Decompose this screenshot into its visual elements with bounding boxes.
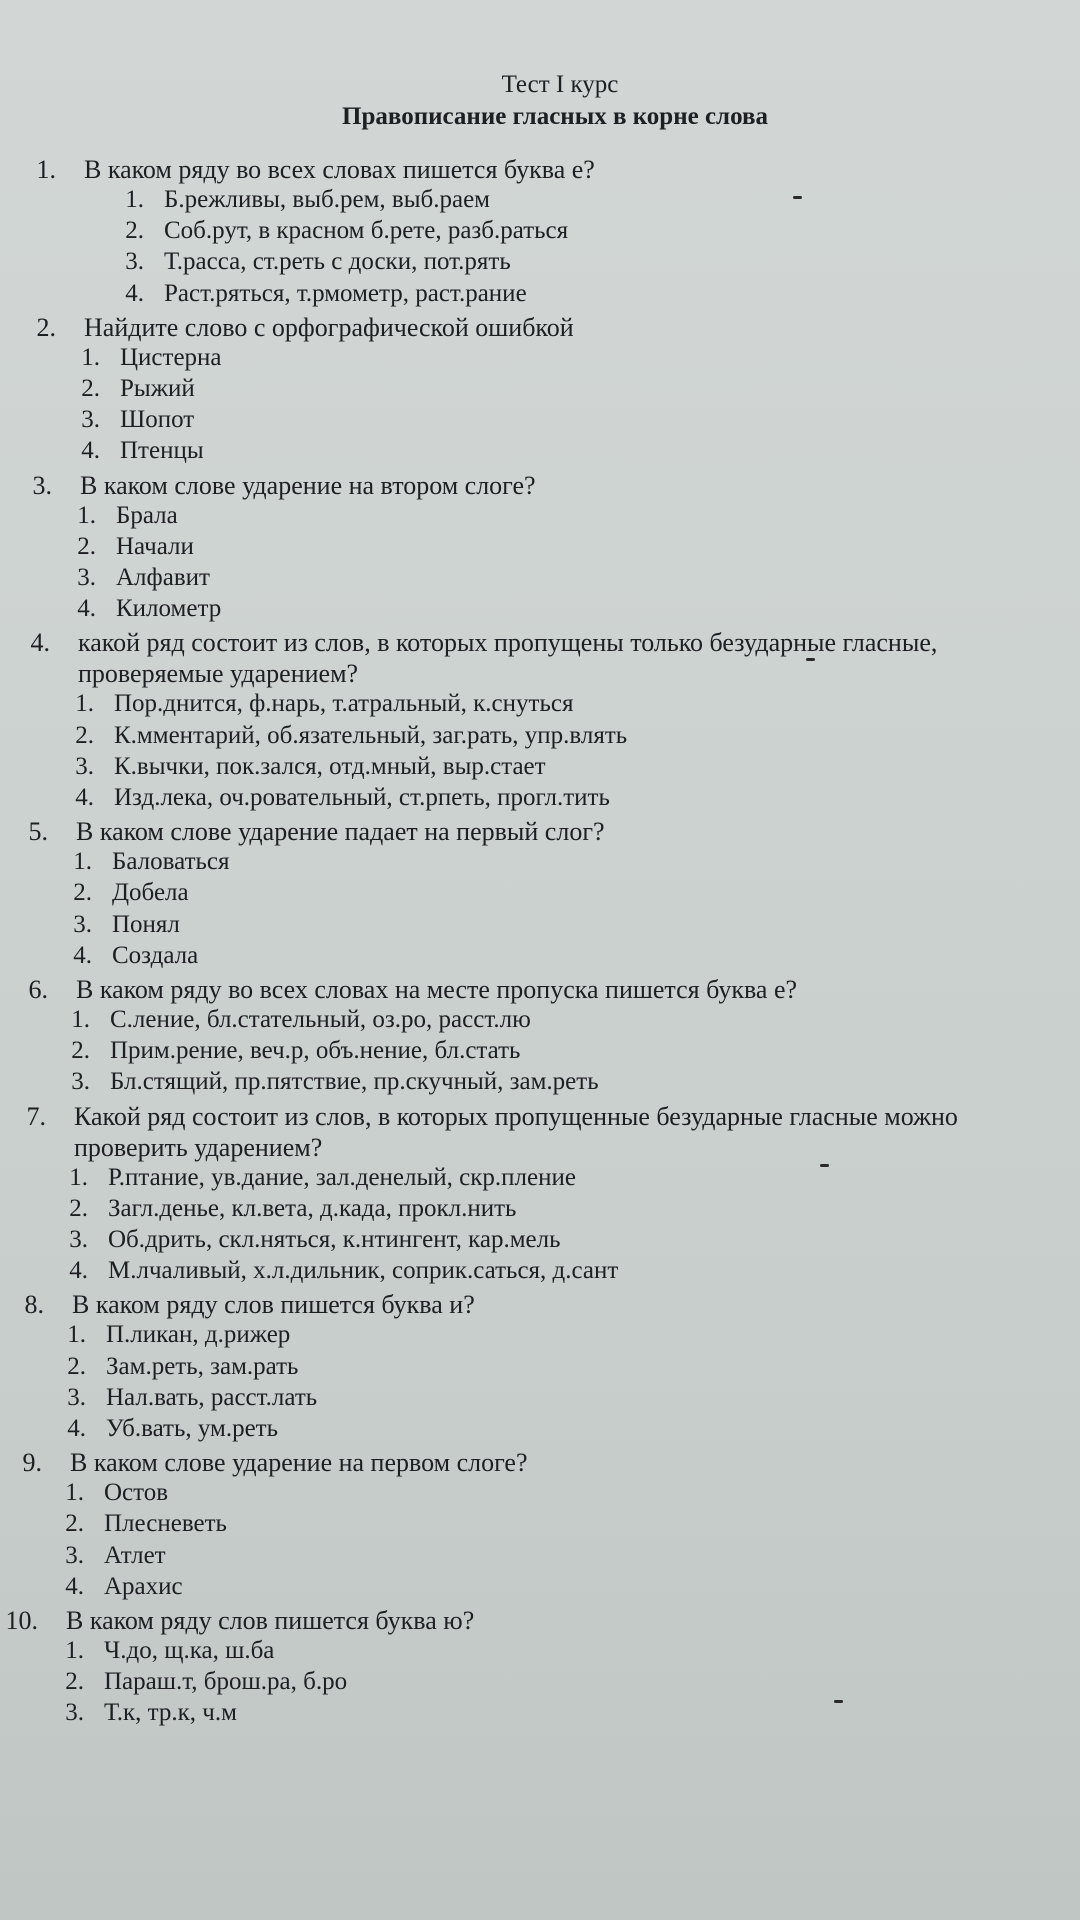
option-text: Плесневеть xyxy=(104,1510,227,1538)
option-number: 2. xyxy=(125,217,144,245)
answer-option xyxy=(0,1572,1080,1603)
question-text: проверить ударением? xyxy=(74,1132,323,1162)
option-text: Рыжий xyxy=(120,374,195,402)
option-number: 3. xyxy=(69,1225,88,1253)
answer-option xyxy=(0,1320,1080,1351)
question-line xyxy=(0,470,1080,501)
option-text: Т.к, тр.к, ч.м xyxy=(104,1699,237,1727)
question-line xyxy=(0,1101,1080,1132)
answer-option xyxy=(0,752,1080,783)
option-text: Добела xyxy=(112,879,189,907)
option-text: Нал.вать, расст.лать xyxy=(106,1383,318,1411)
option-number: 2. xyxy=(65,1510,84,1538)
option-number: 2. xyxy=(69,1194,88,1222)
option-text: С.ление, бл.стательный, оз.ро, расст.лю xyxy=(110,1006,531,1033)
option-number: 2. xyxy=(81,374,100,402)
question-text: В каком ряду во всех словах пишется буква е? xyxy=(84,155,595,184)
option-text: П.ликан, д.рижер xyxy=(106,1321,291,1349)
option-text: Шопот xyxy=(120,406,195,434)
option-number: 3. xyxy=(71,1068,90,1096)
question-text: В каком слове ударение на первом слоге? xyxy=(70,1448,528,1478)
option-number: 2. xyxy=(77,532,96,560)
option-text: Пор.днится, ф.нарь, т.атральный, к.снуться xyxy=(114,690,574,718)
option-number: 2. xyxy=(71,1037,90,1065)
answer-option xyxy=(0,1414,1080,1445)
answer-option xyxy=(0,1225,1080,1256)
option-number: 1. xyxy=(71,1006,90,1033)
answer-option xyxy=(0,1067,1080,1098)
option-text: Зам.реть, зам.рать xyxy=(106,1352,299,1380)
answer-option xyxy=(0,1256,1080,1287)
answer-option xyxy=(0,941,1080,972)
answer-option xyxy=(0,1541,1080,1572)
question-number: 8. xyxy=(24,1290,44,1320)
option-number: 4. xyxy=(75,783,94,811)
option-number: 1. xyxy=(77,501,96,529)
question-number: 2. xyxy=(36,312,56,342)
question-text: проверяемые ударением? xyxy=(78,659,359,689)
option-number: 3. xyxy=(65,1541,84,1569)
answer-option xyxy=(0,1036,1080,1067)
question-text: В каком ряду во всех словах на месте пропуска пишется буква е? xyxy=(76,975,798,1004)
answer-option xyxy=(0,689,1080,720)
option-text: Понял xyxy=(112,910,180,938)
question-number: 9. xyxy=(22,1448,42,1478)
option-number: 4. xyxy=(81,437,100,465)
answer-option xyxy=(0,1383,1080,1414)
answer-option xyxy=(0,1698,1080,1729)
answer-option xyxy=(0,594,1080,625)
option-text: Параш.т, брош.ра, б.ро xyxy=(104,1668,348,1696)
question-number: 7. xyxy=(26,1101,46,1131)
answer-option xyxy=(0,374,1080,405)
answer-option xyxy=(0,1005,1080,1036)
option-text: Уб.вать, ум.реть xyxy=(106,1414,279,1442)
option-text: Баловаться xyxy=(112,848,230,876)
option-text: Арахис xyxy=(104,1572,183,1600)
question-line xyxy=(0,1605,1080,1636)
option-number: 4. xyxy=(67,1414,86,1442)
answer-option xyxy=(0,216,1080,247)
option-number: 2. xyxy=(65,1668,84,1696)
answer-option xyxy=(0,910,1080,941)
option-number: 4. xyxy=(125,279,144,307)
question-number: 4. xyxy=(30,628,50,658)
option-text: Птенцы xyxy=(120,437,204,465)
question-line xyxy=(0,154,1080,185)
subject-title: Правописание гласных в корне слова xyxy=(342,103,768,130)
question-number: 3. xyxy=(32,470,52,500)
option-number: 4. xyxy=(77,595,96,623)
question-number: 6. xyxy=(28,975,48,1004)
option-text: Создала xyxy=(112,941,199,969)
option-number: 3. xyxy=(67,1383,86,1411)
option-number: 1. xyxy=(81,343,100,371)
answer-option xyxy=(0,279,1080,310)
question-text: какой ряд состоит из слов, в которых пропущены только безударные гласные, xyxy=(78,628,938,658)
option-text: Цистерна xyxy=(120,343,222,371)
option-number: 3. xyxy=(73,910,92,938)
answer-option xyxy=(0,783,1080,814)
question-text: В каком ряду слов пишется буква и? xyxy=(72,1290,475,1320)
option-number: 1. xyxy=(65,1479,84,1507)
option-text: К.вычки, пок.зался, отд.мный, выр.стает xyxy=(114,752,546,780)
answer-option xyxy=(0,501,1080,532)
option-number: 2. xyxy=(67,1352,86,1380)
answer-option xyxy=(0,436,1080,467)
question-text: В каком слове ударение падает на первый слог? xyxy=(76,817,605,847)
question-line xyxy=(0,312,1080,343)
option-number: 1. xyxy=(73,848,92,876)
answer-option xyxy=(0,343,1080,374)
question-line xyxy=(0,1447,1080,1478)
option-text: Прим.рение, веч.р, объ.нение, бл.стать xyxy=(110,1037,521,1065)
option-text: Б.режливы, выб.рем, выб.раем xyxy=(164,186,491,213)
pen-mark xyxy=(820,1164,829,1167)
question-line xyxy=(0,1289,1080,1320)
option-text: Загл.денье, кл.вета, д.када, прокл.нить xyxy=(108,1194,517,1222)
option-text: Соб.рут, в красном б.рете, разб.раться xyxy=(164,217,569,245)
option-number: 2. xyxy=(75,721,94,749)
answer-option xyxy=(0,563,1080,594)
option-text: Раст.ряться, т.рмометр, раст.рание xyxy=(164,279,527,307)
answer-option xyxy=(0,878,1080,909)
question-line xyxy=(0,974,1080,1005)
question-text: В каком слове ударение на втором слоге? xyxy=(80,470,536,500)
option-text: Алфавит xyxy=(116,563,210,591)
question-text: Найдите слово с орфографической ошибкой xyxy=(84,312,574,342)
option-text: Атлет xyxy=(104,1541,166,1569)
option-number: 3. xyxy=(75,752,94,780)
option-number: 1. xyxy=(125,186,144,213)
answer-option xyxy=(0,1509,1080,1540)
option-number: 4. xyxy=(69,1257,88,1285)
question-line xyxy=(0,1132,1080,1163)
question-text: В каком ряду слов пишется буква ю? xyxy=(66,1606,475,1635)
option-number: 3. xyxy=(77,563,96,591)
option-text: Бл.стящий, пр.пятствие, пр.скучный, зам.реть xyxy=(110,1068,599,1096)
answer-option xyxy=(0,185,1080,216)
option-text: Остов xyxy=(104,1479,169,1507)
answer-option xyxy=(0,1478,1080,1509)
option-text: Ч.до, щ.ка, ш.ба xyxy=(104,1637,275,1664)
answer-option xyxy=(0,247,1080,278)
option-text: Брала xyxy=(116,501,178,529)
option-text: Километр xyxy=(116,595,222,623)
option-number: 1. xyxy=(65,1637,84,1664)
question-number: 10. xyxy=(5,1606,38,1635)
answer-option xyxy=(0,1194,1080,1225)
answer-option xyxy=(0,532,1080,563)
document-header xyxy=(0,70,1080,132)
option-text: Р.птание, ув.дание, зал.денелый, скр.пление xyxy=(108,1163,576,1191)
option-text: Начали xyxy=(116,532,194,560)
answer-option xyxy=(0,847,1080,878)
option-text: Т.расса, ст.реть с доски, пот.рять xyxy=(164,248,511,276)
option-number: 1. xyxy=(69,1163,88,1191)
test-title: Тест I курс xyxy=(501,71,619,98)
question-line xyxy=(0,816,1080,847)
option-number: 1. xyxy=(67,1321,86,1349)
option-number: 3. xyxy=(65,1699,84,1727)
option-number: 3. xyxy=(125,248,144,276)
question-line xyxy=(0,627,1080,658)
answer-option xyxy=(0,405,1080,436)
option-number: 4. xyxy=(73,941,92,969)
option-text: Изд.лека, оч.ровательный, ст.рпеть, прогл.тить xyxy=(114,783,610,811)
answer-option xyxy=(0,1352,1080,1383)
question-text: Какой ряд состоит из слов, в которых пропущенные безударные гласные можно xyxy=(74,1101,958,1131)
option-number: 1. xyxy=(75,690,94,718)
question-number: 5. xyxy=(28,817,48,847)
pen-mark xyxy=(793,196,802,199)
answer-option xyxy=(0,1667,1080,1698)
answer-option xyxy=(0,1636,1080,1667)
option-text: М.лчаливый, х.л.дильник, соприк.саться, д.сант xyxy=(108,1257,619,1285)
option-number: 2. xyxy=(73,879,92,907)
option-text: Об.дрить, скл.няться, к.нтингент, кар.мель xyxy=(108,1225,561,1253)
question-line xyxy=(0,658,1080,689)
option-number: 3. xyxy=(81,406,100,434)
option-text: К.мментарий, об.язательный, заг.рать, упр.влять xyxy=(114,721,628,749)
answer-option xyxy=(0,1163,1080,1194)
pen-mark xyxy=(834,1700,843,1703)
answer-option xyxy=(0,721,1080,752)
pen-mark xyxy=(806,658,815,661)
option-number: 4. xyxy=(65,1572,84,1600)
question-number: 1. xyxy=(36,155,56,184)
